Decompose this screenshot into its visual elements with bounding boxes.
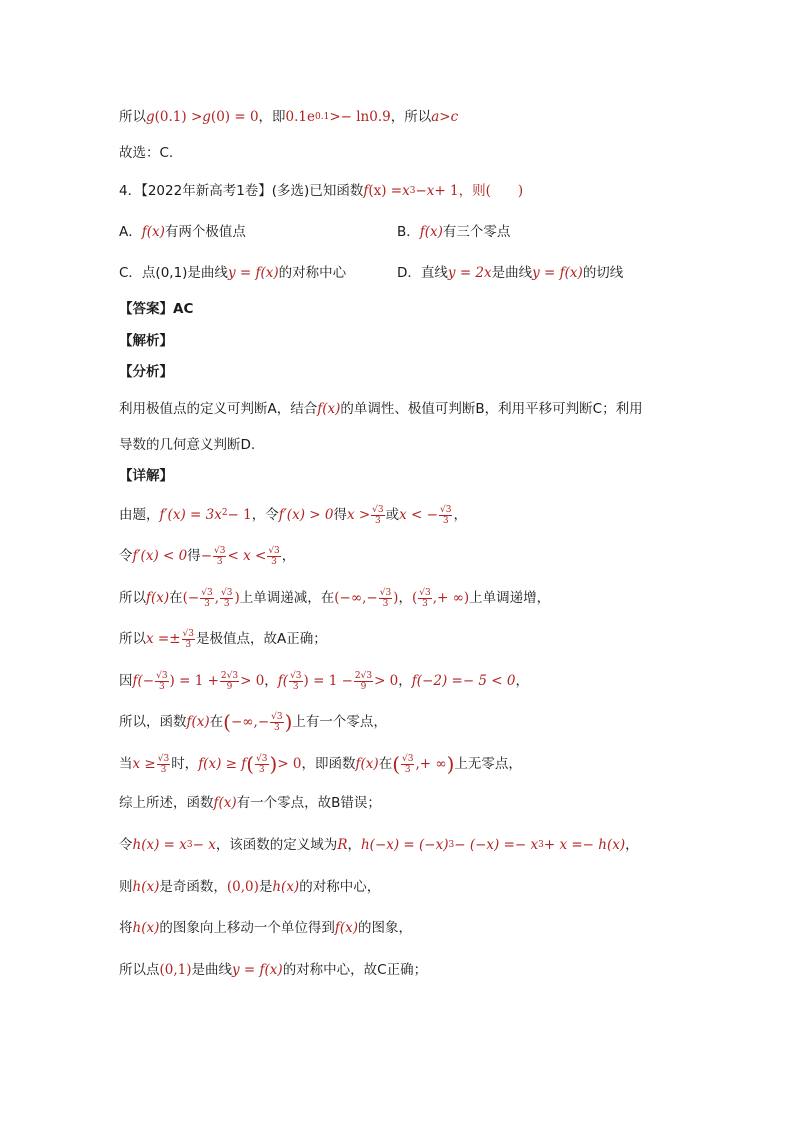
fraction-num: √3 — [372, 504, 384, 515]
math: f(− — [132, 673, 155, 689]
math: −∞,− — [230, 714, 270, 730]
fraction-num: √3 — [402, 753, 414, 764]
math: f( — [277, 673, 289, 689]
math-paren: ) — [446, 752, 455, 776]
math: ) — [234, 590, 240, 606]
fraction-den: 3 — [404, 764, 411, 775]
math: − — [415, 183, 427, 199]
math: ,+ ∞) — [432, 590, 470, 606]
math: h(x) — [132, 920, 160, 936]
math: − (−x) =− x — [454, 837, 539, 853]
fraction-num: √3 — [156, 670, 168, 681]
math: , — [214, 590, 220, 606]
fraction-num: √3 — [201, 587, 213, 598]
math: (0,0) — [226, 879, 259, 895]
fraction-den: 3 — [158, 681, 165, 692]
detail-line-3 — [119, 585, 550, 611]
text: 有三个零点 — [442, 224, 511, 240]
math: f — [363, 183, 369, 199]
math: + 1，则( ) — [434, 183, 524, 199]
fraction-den: 3 — [185, 639, 192, 650]
detail-line-11 — [119, 917, 412, 939]
text: 上单调递增， — [469, 590, 551, 606]
math: f′(x) = 3x — [159, 507, 222, 523]
math: f(x) — [213, 795, 237, 811]
detail-line-8 — [119, 792, 381, 814]
fraction-den: 3 — [271, 556, 277, 567]
text: 的对称中心， — [299, 879, 381, 895]
math-paren: ( — [246, 752, 255, 776]
math: c — [450, 109, 459, 125]
detail-line-6 — [119, 709, 387, 735]
text: 时， — [171, 756, 199, 772]
detail-line-9 — [119, 834, 639, 856]
analysis-line-2: 导数的几何意义判断D. — [119, 437, 256, 453]
option-a — [119, 221, 246, 243]
text: ， — [347, 837, 361, 853]
math: < x < — [227, 548, 267, 564]
analysis-line-1 — [119, 398, 643, 420]
question-4 — [119, 180, 523, 202]
fraction-num: √3 — [419, 587, 431, 598]
text: 是曲线 — [491, 265, 533, 281]
math: f′(x) < 0 — [132, 548, 188, 564]
jiexi-header: 【解析】 — [119, 333, 173, 349]
math-sup: 3 — [186, 840, 193, 850]
fraction — [371, 505, 384, 526]
fraction — [200, 588, 213, 609]
math: f(x) — [419, 224, 443, 240]
fraction — [418, 588, 431, 609]
math: y = 2x — [447, 265, 492, 281]
math: (0,1) — [159, 962, 192, 978]
math: f(x) ≥ f — [198, 756, 247, 772]
fraction — [220, 671, 239, 692]
text: D．直线 — [397, 265, 448, 281]
text: 是极值点，故A正确； — [196, 631, 327, 647]
math: x > — [346, 507, 371, 523]
math-sup: 0.1 — [315, 112, 330, 122]
math: x < − — [399, 507, 438, 523]
math: g — [202, 109, 211, 125]
fraction-den: 9 — [226, 681, 233, 692]
detail-line-4 — [119, 626, 327, 652]
xiangjie-header: 【详解】 — [119, 468, 173, 484]
math: h(x) — [132, 879, 160, 895]
fraction-num: √3 — [268, 545, 280, 556]
text: ， — [398, 673, 412, 689]
text: C．点(0,1)是曲线 — [119, 265, 228, 281]
math: f(x) — [355, 756, 379, 772]
fraction — [220, 588, 233, 609]
math: x — [402, 183, 410, 199]
math: (−∞,− — [334, 590, 378, 606]
text: 令 — [119, 837, 133, 853]
math-paren: ( — [223, 710, 231, 734]
text: 所以 — [119, 109, 146, 125]
math: (x) = — [368, 183, 403, 199]
fraction-num: √3 — [157, 753, 170, 764]
fraction — [157, 754, 170, 775]
text: 有一个零点，故B错误； — [236, 795, 381, 811]
math: + x =− h(x) — [543, 837, 626, 853]
fraction-den: 9 — [360, 681, 367, 692]
fraction — [155, 671, 168, 692]
math: > 0 — [240, 673, 265, 689]
text: 的对称中心 — [278, 265, 347, 281]
math: f′(x) > 0 — [278, 507, 334, 523]
text: 或 — [385, 507, 400, 523]
text: 所以 — [119, 590, 146, 606]
conclusion-line — [119, 106, 458, 128]
fraction-num: √3 — [256, 753, 268, 764]
math-sup: 2 — [221, 508, 228, 518]
text: 是 — [258, 879, 273, 895]
detail-line-1 — [119, 502, 467, 528]
math: x ≥ — [132, 756, 156, 772]
text: 所以，函数 — [119, 714, 187, 730]
text: 在 — [378, 756, 393, 772]
text: 有两个极值点 — [164, 224, 246, 240]
fraction-num: 2√3 — [220, 670, 239, 681]
text: 将 — [119, 920, 133, 936]
fraction — [289, 671, 302, 692]
detail-line-10 — [119, 876, 380, 898]
detail-line-12 — [119, 959, 427, 981]
math: y = f(x) — [532, 265, 583, 281]
fraction-den: 3 — [258, 764, 265, 775]
text: ， — [453, 507, 467, 523]
choice-line: 故选：C. — [119, 145, 174, 161]
math: > 0 — [277, 756, 302, 772]
fraction-num: √3 — [439, 504, 452, 515]
text: ， — [515, 673, 529, 689]
text: ，该函数的定义域为 — [215, 837, 338, 853]
text: ， — [398, 590, 412, 606]
math: > 0 — [374, 673, 399, 689]
text: 的切线 — [582, 265, 624, 281]
text: ，令 — [251, 507, 279, 523]
text: 4．【2022年新高考1卷】(多选)已知函数 — [119, 183, 364, 199]
math: R — [337, 837, 348, 853]
text: ，所以 — [390, 109, 432, 125]
text: 在 — [209, 714, 224, 730]
text: 在 — [169, 590, 183, 606]
fraction — [270, 712, 283, 733]
math: − 1 — [227, 507, 252, 523]
math: f(x) — [141, 224, 165, 240]
detail-line-7 — [119, 751, 522, 777]
math-sup: 3 — [409, 186, 416, 196]
text: 上无零点， — [454, 756, 522, 772]
text: 所以 — [119, 631, 146, 647]
text: 当 — [119, 756, 133, 772]
math: h(−x) = (−x) — [360, 837, 449, 853]
text: 上有一个零点， — [292, 714, 387, 730]
math-paren: ) — [284, 710, 293, 734]
text: 上单调递减，在 — [239, 590, 335, 606]
fraction-den: 3 — [204, 598, 210, 609]
math-sup: 3 — [448, 840, 455, 850]
fraction-num: √3 — [182, 628, 194, 639]
math: f(x) — [186, 714, 210, 730]
fraction — [255, 754, 268, 775]
fraction — [379, 588, 392, 609]
math: h(x) = x — [132, 837, 187, 853]
fenxi-header: 【分析】 — [119, 364, 173, 380]
option-c — [119, 262, 346, 284]
math: h(x) — [272, 879, 300, 895]
text: B． — [397, 224, 420, 240]
fraction-num: √3 — [379, 587, 392, 598]
fraction-den: 3 — [422, 598, 428, 609]
answer-line: 【答案】AC — [119, 301, 194, 317]
text: 则 — [119, 879, 133, 895]
math: (0.1) > — [154, 109, 203, 125]
math: (0) = 0 — [210, 109, 259, 125]
fraction-den: 3 — [292, 681, 299, 692]
fraction — [213, 546, 226, 567]
text: 综上所述，函数 — [119, 795, 214, 811]
fraction — [267, 546, 280, 567]
math-paren: ( — [392, 752, 400, 776]
text: ， — [281, 548, 296, 564]
fraction-den: 3 — [375, 515, 381, 526]
text: 所以点 — [119, 962, 160, 978]
fraction-den: 3 — [274, 722, 280, 733]
fraction — [182, 629, 195, 650]
text: 的对称中心，故C正确； — [282, 962, 428, 978]
text: ，即函数 — [301, 756, 356, 772]
math: y = f(x) — [232, 962, 283, 978]
text: 的图象向上移动一个单位得到 — [159, 920, 335, 936]
math-paren: ) — [269, 752, 278, 776]
fraction — [354, 671, 373, 692]
option-b — [397, 221, 510, 243]
option-d — [397, 262, 623, 284]
text: ， — [625, 837, 639, 853]
math: > — [439, 109, 451, 125]
text: 得 — [333, 507, 347, 523]
text: 是奇函数， — [159, 879, 227, 895]
fraction — [439, 505, 452, 526]
math: − x — [192, 837, 216, 853]
text: 利用极值点的定义可判断A，结合 — [119, 401, 318, 417]
fraction-den: 3 — [160, 764, 167, 775]
text: 由题， — [119, 507, 160, 523]
text: 的单调性、极值可判断B，利用平移可判断C；利用 — [340, 401, 643, 417]
math: ) = 1 − — [303, 673, 353, 689]
text: A． — [119, 224, 142, 240]
math: y = f(x) — [227, 265, 279, 281]
math: − — [200, 548, 213, 564]
math: f(x) — [146, 590, 170, 606]
math: x =± — [146, 631, 181, 647]
math-sup: 3 — [538, 840, 544, 850]
math: f(−2) =− 5 < 0 — [411, 673, 516, 689]
text: ，即 — [258, 109, 286, 125]
detail-line-5 — [119, 668, 529, 694]
fraction — [401, 754, 414, 775]
math: g — [146, 109, 155, 125]
fraction-num: √3 — [221, 587, 233, 598]
text: 令 — [119, 548, 133, 564]
fraction-num: 2√3 — [354, 670, 373, 681]
math: a — [431, 109, 440, 125]
fraction-den: 3 — [223, 598, 230, 609]
fraction-den: 3 — [442, 515, 449, 526]
math: ) — [393, 590, 399, 606]
fraction-num: √3 — [290, 670, 302, 681]
fraction-num: √3 — [214, 545, 226, 556]
text: 是曲线 — [191, 962, 233, 978]
text: 得 — [187, 548, 201, 564]
math: f(x) — [317, 401, 341, 417]
math: ) = 1 + — [169, 673, 219, 689]
text: 因 — [119, 673, 133, 689]
math: ,+ ∞ — [415, 756, 447, 772]
fraction-num: √3 — [271, 711, 283, 722]
text: ， — [264, 673, 278, 689]
detail-line-2 — [119, 543, 295, 569]
math: x — [426, 183, 435, 199]
fraction-den: 3 — [216, 556, 223, 567]
fraction-den: 3 — [382, 598, 389, 609]
math: (− — [182, 590, 200, 606]
math: ( — [411, 590, 418, 606]
math: >− ln0.9 — [329, 109, 391, 125]
math: 0.1e — [285, 109, 315, 125]
text: 的图象， — [358, 920, 412, 936]
math: f(x) — [334, 920, 358, 936]
